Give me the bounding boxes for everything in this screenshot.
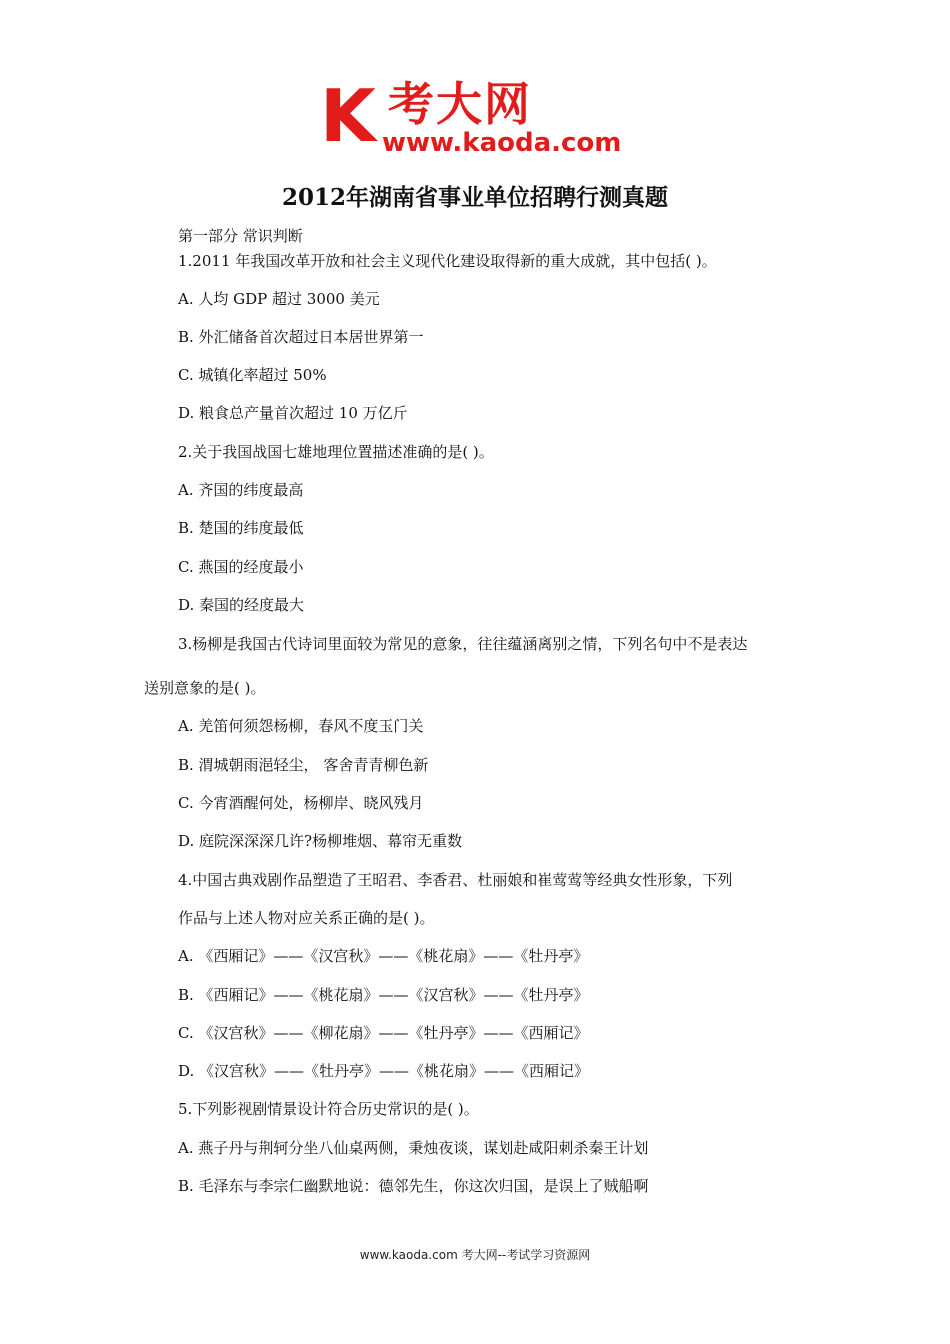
question-4: 4.中国古典戏剧作品塑造了王昭君、李香君、杜丽娘和崔莺莺等经典女性形象，下列 <box>178 871 733 889</box>
logo-k-mark: K <box>320 74 374 158</box>
question-4-cont: 作品与上述人物对应关系正确的是( )。 <box>178 909 435 927</box>
section-heading: 第一部分 常识判断 <box>178 227 303 245</box>
q2-option-d: D. 秦国的经度最大 <box>178 596 305 614</box>
q3-option-a: A. 羌笛何须怨杨柳，春风不度玉门关 <box>178 717 424 735</box>
q3-option-b: B. 渭城朝雨浥轻尘， 客舍青青柳色新 <box>178 756 429 774</box>
question-1: 1.2011 年我国改革开放和社会主义现代化建设取得新的重大成就，其中包括( )。 <box>178 252 717 270</box>
q3-option-d: D. 庭院深深深几许?杨柳堆烟、幕帘无重数 <box>178 832 463 850</box>
q4-option-b: B. 《西厢记》——《桃花扇》——《汉宫秋》——《牡丹亭》 <box>178 986 589 1004</box>
page-title: 2012年湖南省事业单位招聘行测真题 <box>281 184 668 211</box>
q1-option-c: C. 城镇化率超过 50% <box>178 366 327 384</box>
q2-option-b: B. 楚国的纬度最低 <box>178 519 304 537</box>
q5-option-a: A. 燕子丹与荆轲分坐八仙桌两侧，秉烛夜谈，谋划赴咸阳刺杀秦王计划 <box>178 1139 649 1157</box>
q1-option-d: D. 粮食总产量首次超过 10 万亿斤 <box>178 404 408 422</box>
question-5: 5.下列影视剧情景设计符合历史常识的是( )。 <box>178 1100 479 1118</box>
q2-option-c: C. 燕国的经度最小 <box>178 558 304 576</box>
logo-url: www.kaoda.com <box>382 128 622 158</box>
q4-option-d: D. 《汉宫秋》——《牡丹亭》——《桃花扇》——《西厢记》 <box>178 1062 590 1080</box>
q1-option-a: A. 人均 GDP 超过 3000 美元 <box>178 290 380 308</box>
question-3: 3.杨柳是我国古代诗词里面较为常见的意象，往往蕴涵离别之情，下列名句中不是表达 <box>178 635 748 653</box>
q2-option-a: A. 齐国的纬度最高 <box>178 481 304 499</box>
q3-option-c: C. 今宵酒醒何处，杨柳岸、晓风残月 <box>178 794 424 812</box>
page-footer: www.kaoda.com 考大网--考试学习资源网 <box>359 1248 591 1262</box>
q5-option-b: B. 毛泽东与李宗仁幽默地说：德邻先生，你这次归国，是误上了贼船啊 <box>178 1177 649 1195</box>
q4-option-a: A. 《西厢记》——《汉宫秋》——《桃花扇》——《牡丹亭》 <box>178 947 589 965</box>
logo-site-name: 考大网 <box>388 77 532 131</box>
kaoda-logo <box>320 74 638 158</box>
q1-option-b: B. 外汇储备首次超过日本居世界第一 <box>178 328 424 346</box>
question-3-cont: 送别意象的是( )。 <box>144 679 266 697</box>
question-2: 2.关于我国战国七雄地理位置描述准确的是( )。 <box>178 443 494 461</box>
q4-option-c: C. 《汉宫秋》——《柳花扇》——《牡丹亭》——《西厢记》 <box>178 1024 589 1042</box>
